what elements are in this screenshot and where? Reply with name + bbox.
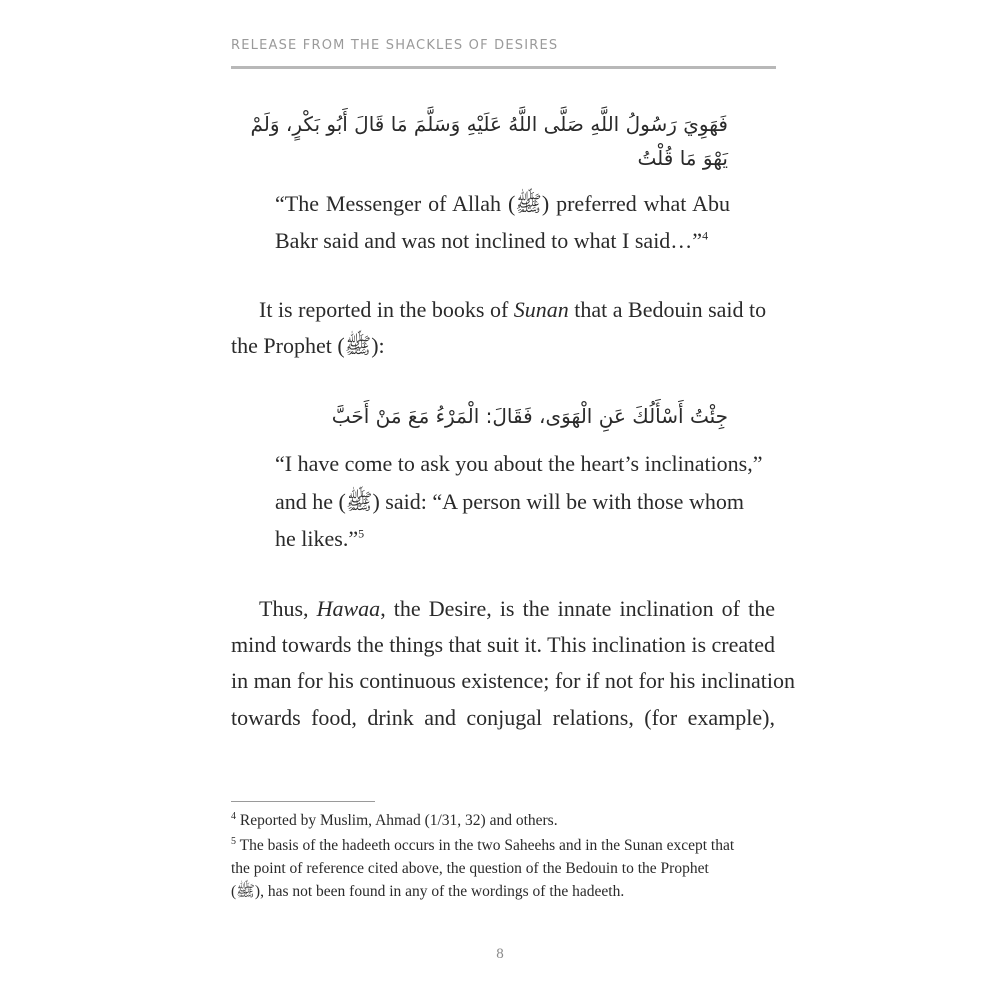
- hadith2-arabic-line1: جِئْتُ أَسْأَلُكَ عَنِ الْهَوَى، فَقَالَ: الْمَرْءُ مَعَ مَنْ أَحَبَّ: [331, 404, 728, 428]
- footnote-ref-5[interactable]: 5: [358, 526, 365, 541]
- footnote-5-line2: the point of reference cited above, the question of the Bedouin to the Prophet: [231, 860, 709, 877]
- hadith2-translation-line3: [275, 526, 364, 552]
- running-head: RELEASE FROM THE SHACKLES OF DESIRES: [231, 38, 559, 53]
- footnote-rule: [231, 801, 375, 802]
- hadith1-translation-line1: “The Messenger of Allah (ﷺ) preferred what Abu: [275, 191, 730, 216]
- footnote-5-text-line1: The basis of the hadeeth occurs in the two Saheehs and in the Sunan except that: [239, 837, 735, 854]
- para2-line4: towards food, drink and conjugal relations, (for example),: [231, 705, 775, 730]
- footnote-5-line3: (ﷺ), has not been found in any of the wordings of the hadeeth.: [231, 883, 625, 900]
- para1-text-before: It is reported in the books of: [259, 297, 514, 322]
- hadith2-translation-text: he likes.”: [275, 526, 359, 551]
- page-number: 8: [496, 946, 504, 962]
- hadith2-translation-line1: “I have come to ask you about the heart’s inclinations,”: [275, 451, 763, 476]
- para1-line1: [259, 297, 766, 323]
- para2-text-after: , the Desire, is the innate inclination of the: [380, 596, 775, 621]
- footnote-ref-4[interactable]: 4: [702, 228, 709, 243]
- footnote-4: [231, 811, 558, 831]
- hadith1-arabic-line2: يَهْوَ مَا قُلْتُ: [637, 146, 728, 170]
- footnote-4-text: Reported by Muslim, Ahmad (1/31, 32) and others.: [239, 812, 558, 829]
- para2-text-before: Thus,: [259, 596, 317, 621]
- header-rule: [231, 66, 776, 69]
- para1-italic-term: Sunan: [513, 297, 569, 322]
- para2-line3: in man for his continuous existence; for if not for his inclination: [231, 668, 795, 693]
- para1-text-after: that a Bedouin said to: [568, 297, 767, 322]
- footnote-4-number: 4: [231, 810, 236, 822]
- hadith1-translation-text: Bakr said and was not inclined to what I said…”: [275, 228, 703, 253]
- hadith1-translation-line2: [275, 228, 708, 254]
- hadith1-arabic-line1: فَهَوِيَ رَسُولُ اللَّهِ صَلَّى اللَّهُ عَلَيْهِ وَسَلَّمَ مَا قَالَ أَبُو بَكْرٍ، وَلَمْ: [250, 112, 728, 136]
- footnote-5-number: 5: [231, 835, 236, 847]
- para1-line2: the Prophet (ﷺ):: [231, 333, 385, 358]
- para2-italic-term: Hawaa: [316, 596, 381, 621]
- para2-line2: mind towards the things that suit it. This inclination is created: [231, 632, 776, 657]
- footnote-5-line1: [231, 836, 734, 856]
- hadith2-translation-line2: and he (ﷺ) said: “A person will be with those whom: [275, 489, 744, 514]
- para2-line1: [259, 596, 775, 622]
